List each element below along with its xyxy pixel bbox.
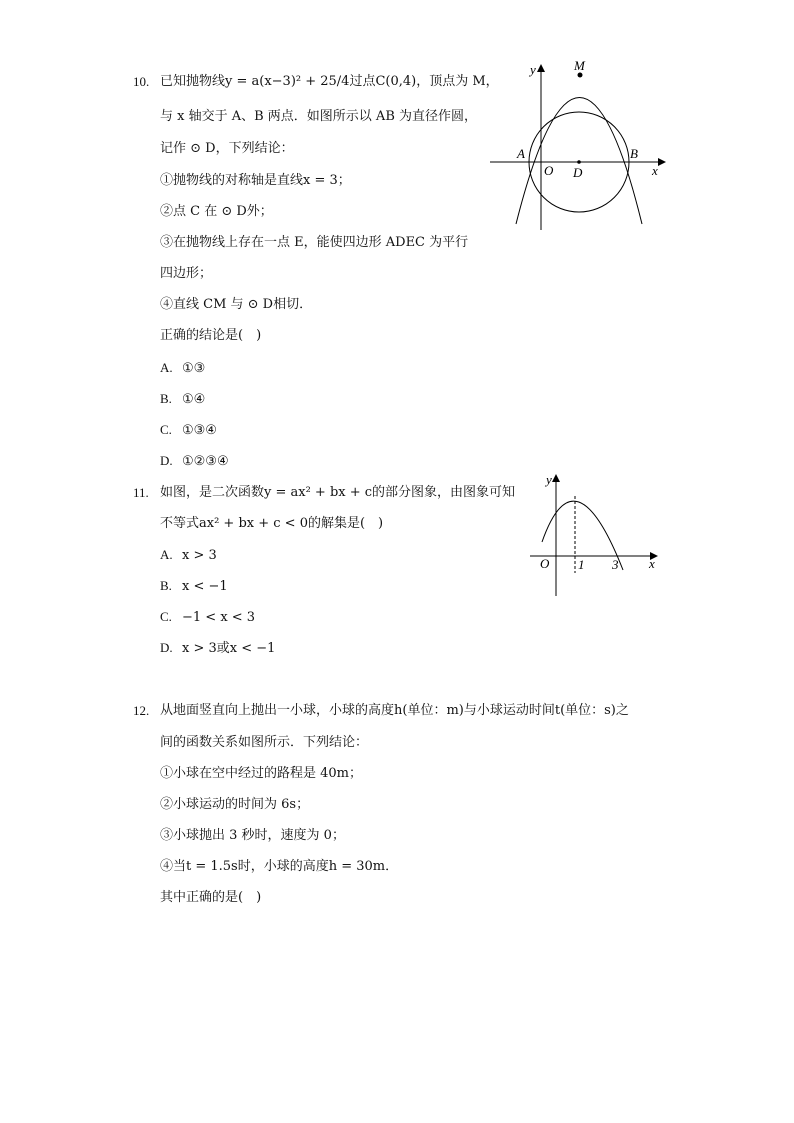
quadratic-graph-figure: [528, 470, 662, 600]
question-number: 10.: [133, 74, 150, 89]
y-axis-label: y: [530, 62, 536, 77]
parabola-circle-figure: [488, 58, 668, 233]
question-text-line: 从地面竖直向上抛出一小球，小球的高度h(单位：m)与小球运动时间t(单位：s)之: [160, 703, 629, 718]
option-text: −1 < x < 3: [182, 610, 256, 625]
conclusion-3: ③小球抛出 3 秒时，速度为 0；: [160, 828, 345, 843]
x-axis-label: x: [649, 556, 655, 571]
question-number: 11.: [133, 485, 149, 500]
option-d[interactable]: [160, 453, 229, 470]
option-text: x > 3: [182, 548, 217, 563]
conclusion-2: ②小球运动的时间为 6s；: [160, 797, 310, 812]
option-letter: C.: [160, 609, 172, 624]
question-text-line: 间的函数关系如图所示．下列结论：: [160, 735, 369, 750]
x-axis-arrow-icon: [658, 158, 666, 166]
y-axis-arrow-icon: [552, 474, 560, 482]
option-letter: C.: [160, 422, 172, 437]
option-letter: A.: [160, 360, 173, 375]
label-o: O: [540, 556, 550, 571]
vertex-m-point: [578, 73, 583, 78]
conclusion-4: ④直线 CM 与 ⊙ D相切．: [160, 297, 313, 312]
label-o: O: [544, 163, 554, 178]
tick-label-3: 3: [612, 557, 619, 572]
option-letter: D.: [160, 453, 173, 468]
option-c[interactable]: [160, 609, 255, 626]
question-text-line: 记作 ⊙ D，下列结论：: [160, 141, 294, 156]
y-axis-arrow-icon: [537, 64, 545, 72]
option-b[interactable]: [160, 578, 228, 595]
option-text: ①③: [182, 361, 206, 376]
conclusion-4: ④当t = 1.5s时，小球的高度h = 30m．: [160, 859, 399, 874]
x-axis-label: x: [652, 163, 658, 178]
option-text: ①④: [182, 392, 206, 407]
center-d-point: [577, 160, 581, 164]
label-b: B: [630, 146, 638, 161]
option-letter: B.: [160, 578, 172, 593]
question-prompt: 正确的结论是( ): [160, 328, 262, 343]
question-prompt: 不等式ax² + bx + c < 0的解集是( ): [160, 516, 384, 531]
conclusion-3: ③在抛物线上存在一点 E，能使四边形 ADEC 为平行: [160, 235, 469, 250]
conclusion-1: ①抛物线的对称轴是直线x = 3；: [160, 173, 351, 188]
conclusion-2: ②点 C 在 ⊙ D外；: [160, 204, 273, 219]
option-letter: A.: [160, 547, 173, 562]
question-number: 12.: [133, 703, 150, 718]
label-d: D: [573, 165, 583, 180]
option-letter: B.: [160, 391, 172, 406]
option-b[interactable]: [160, 391, 205, 408]
option-text: ①③④: [182, 423, 217, 438]
question-text-line: 四边形；: [160, 266, 213, 281]
question-text-line: 如图，是二次函数y = ax² + bx + c的部分图象，由图象可知: [160, 485, 516, 500]
label-m: M: [574, 58, 585, 73]
option-a[interactable]: [160, 360, 205, 377]
option-d[interactable]: [160, 640, 275, 657]
option-text: x > 3或x < −1: [182, 641, 276, 656]
option-letter: D.: [160, 640, 173, 655]
question-text-line: 与 x 轴交于 A、B 两点．如图所示以 AB 为直径作圆，: [160, 109, 478, 124]
option-text: x < −1: [182, 579, 228, 594]
tick-label-1: 1: [578, 557, 585, 572]
option-text: ①②③④: [182, 454, 229, 469]
y-axis-label: y: [546, 472, 552, 487]
question-prompt: 其中正确的是( ): [160, 890, 262, 905]
question-text-line: 已知抛物线y = a(x−3)² + 25/4过点C(0,4)，顶点为 M，: [160, 74, 499, 89]
option-c[interactable]: [160, 422, 217, 439]
conclusion-1: ①小球在空中经过的路程是 40m；: [160, 766, 363, 781]
option-a[interactable]: [160, 547, 217, 564]
label-a: A: [517, 146, 525, 161]
